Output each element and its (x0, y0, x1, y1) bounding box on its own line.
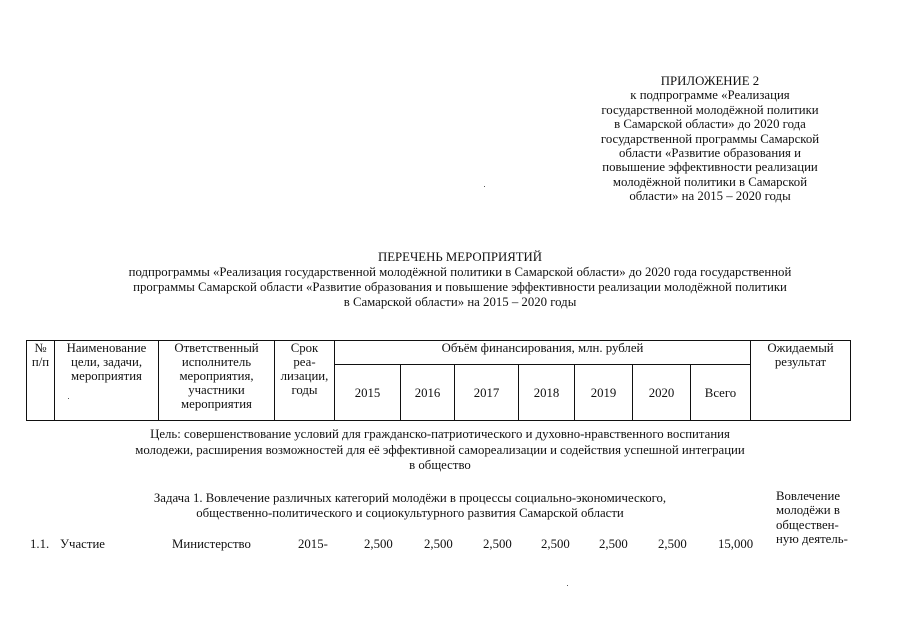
goal-text (60, 427, 820, 474)
header-text: Ответственный (174, 341, 259, 355)
year-2015-header: 2015 (335, 365, 401, 421)
result-line: молодёжи в (776, 503, 840, 518)
header-text: результат (774, 355, 827, 369)
annex-line: государственной молодёжной политики (601, 102, 819, 117)
result-line: ную деятель- (776, 531, 848, 546)
header-text: мероприятия (181, 397, 252, 411)
title-line: программы Самарской области «Развитие образования и повышение эффективности реализации молодёжной политики (133, 280, 787, 294)
row-value-2019: 2,500 (599, 537, 628, 551)
header-text: годы (291, 383, 318, 397)
task-text (90, 491, 730, 521)
row-value-2017: 2,500 (483, 537, 512, 551)
row-activity-name: Участие (60, 537, 105, 551)
row-executor: Министерство (172, 537, 251, 551)
header-text: мероприятия, (179, 369, 254, 383)
year-2017-header: 2017 (455, 365, 519, 421)
annex-line: ПРИЛОЖЕНИЕ 2 (660, 74, 760, 88)
col-name-header (55, 341, 159, 421)
year-2018-header: 2018 (519, 365, 575, 421)
year-2016-header: 2016 (401, 365, 455, 421)
annex-line: области «Развитие образования и (619, 146, 801, 161)
annex-line: молодёжной политики в Самарской (612, 174, 808, 189)
page-title: ПЕРЕЧЕНЬ МЕРОПРИЯТИЙ (377, 250, 543, 264)
header-text: лизации, (280, 369, 329, 383)
annex-line: к подпрограмме «Реализация (630, 88, 790, 103)
funding-header: Объём финансирования, млн. рублей (335, 341, 751, 365)
annex-line: в Самарской области» до 2020 года (614, 117, 806, 132)
col-exec-header (159, 341, 275, 421)
scan-speck (68, 398, 69, 399)
header-text: цели, задачи, (70, 355, 143, 369)
scan-speck (567, 585, 568, 586)
col-term-header (275, 341, 335, 421)
header-text: реа- (293, 355, 316, 369)
row-term: 2015- (298, 537, 328, 551)
expected-result-text (776, 489, 848, 546)
result-line: обществен- (776, 517, 839, 532)
row-value-2018: 2,500 (541, 537, 570, 551)
annex-line: области» на 2015 – 2020 годы (629, 189, 791, 204)
col-result-header (751, 341, 851, 421)
annex-line: государственной программы Самарской (600, 131, 820, 146)
annex-block (560, 74, 860, 204)
header-text: Срок (290, 341, 319, 355)
row-value-2020: 2,500 (658, 537, 687, 551)
col-num-header (27, 341, 55, 421)
year-2019-header: 2019 (575, 365, 633, 421)
header-text: исполнитель (181, 355, 252, 369)
document-title (60, 250, 860, 310)
annex-line: повышение эффективности реализации (602, 160, 818, 175)
title-line: подпрограммы «Реализация государственной молодёжной политики в Самарской области» до 2020 года государственной (128, 265, 792, 279)
total-header: Всего (691, 365, 751, 421)
result-line: Вовлечение (776, 489, 841, 503)
header-text: мероприятия (71, 369, 142, 383)
scan-speck (484, 186, 485, 187)
header-text: участники (188, 383, 245, 397)
title-line: в Самарской области» на 2015 – 2020 годы (343, 295, 577, 309)
header-text: № (34, 341, 47, 355)
goal-line: Цель: совершенствование условий для гражданско-патриотического и духовно-нравственного воспитания (150, 427, 730, 441)
header-text: п/п (31, 355, 50, 369)
header-text: Наименование (66, 341, 147, 355)
goal-line: молодежи, расширения возможностей для её эффективной самореализации и содействия успешной интеграции (135, 442, 745, 457)
activities-table-header (26, 340, 851, 421)
task-line: общественно-политического и социокультурного развития Самарской области (196, 506, 624, 520)
header-text: Ожидаемый (767, 341, 834, 355)
goal-line: в общество (409, 458, 471, 472)
row-number: 1.1. (30, 537, 50, 551)
row-value-total: 15,000 (718, 537, 754, 551)
task-line: Задача 1. Вовлечение различных категорий молодёжи в процессы социально-экономического, (153, 491, 667, 505)
row-value-2015: 2,500 (364, 537, 393, 551)
row-value-2016: 2,500 (424, 537, 453, 551)
year-2020-header: 2020 (633, 365, 691, 421)
